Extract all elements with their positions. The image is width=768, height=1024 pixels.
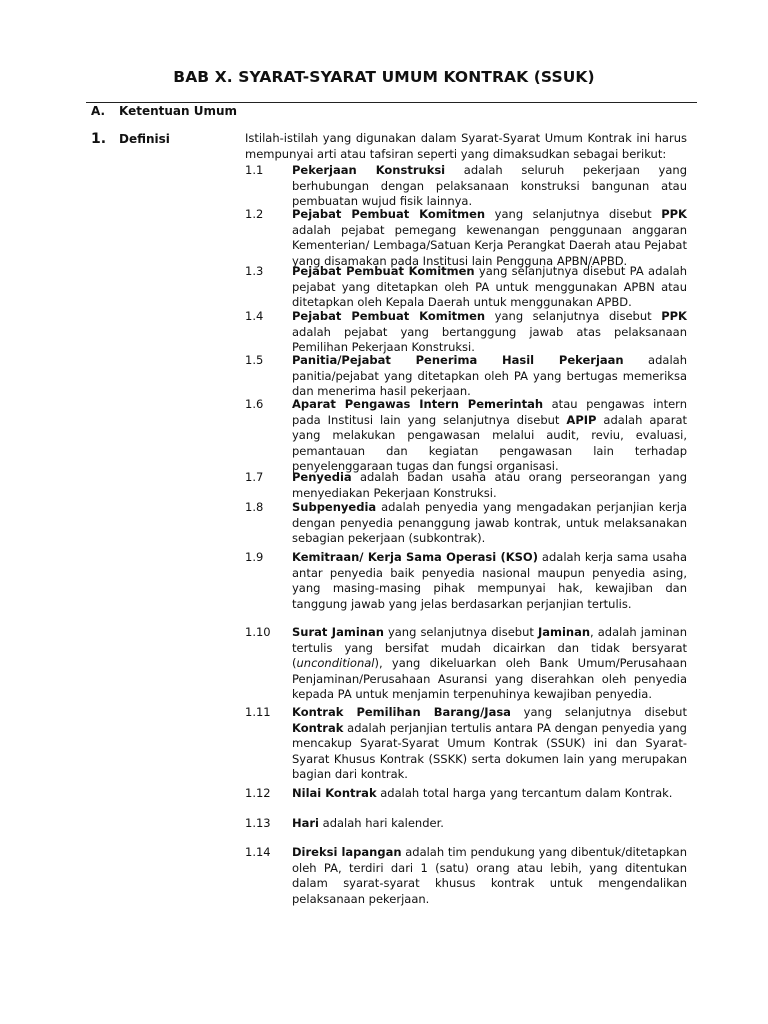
definition-number: 1.5	[245, 353, 264, 367]
definition-segment: adalah panitia/pejabat yang ditetapkan oleh PA yang bertugas memeriksa dan menerima hasil pekerjaan.	[292, 353, 687, 398]
defined-term: Pekerjaan Konstruksi	[292, 163, 446, 177]
definition-segment: yang selanjutnya disebut	[485, 207, 662, 221]
definition-text	[292, 705, 687, 783]
definition-text	[292, 309, 687, 356]
page-title: BAB X. SYARAT-SYARAT UMUM KONTRAK (SSUK)	[173, 68, 595, 86]
defined-term: PPK	[661, 207, 687, 221]
definition-item	[245, 207, 687, 269]
definition-segment: adalah hari kalender.	[319, 816, 444, 830]
definition-text	[292, 163, 687, 210]
definition-segment: adalah penyedia yang mengadakan perjanjian kerja dengan penyedia penanggung jawab kontrak, untuk melaksanakan sebagian pekerjaan (subkontrak).	[292, 500, 687, 545]
definition-segment: adalah kerja sama usaha antar penyedia baik penyedia nasional maupun penyedia asing, yang masing-masing pihak mempunyai hak, kewajiban dan tanggung jawab yang jelas berdasarkan perjanjian tertulis.	[292, 550, 687, 611]
defined-term: Kemitraan/ Kerja Sama Operasi (KSO)	[292, 550, 538, 564]
definition-number: 1.14	[245, 845, 271, 859]
definition-number: 1.11	[245, 705, 271, 719]
definition-item	[245, 786, 687, 802]
definition-text	[292, 397, 687, 475]
definition-item	[245, 397, 687, 475]
definition-number: 1.9	[245, 550, 264, 564]
definition-text	[292, 500, 687, 547]
defined-term: Pejabat Pembuat Komitmen	[292, 207, 486, 221]
defined-term: Panitia/Pejabat Penerima Hasil Pekerjaan	[292, 353, 624, 367]
definition-number: 1.12	[245, 786, 271, 800]
definition-segment: adalah badan usaha atau orang perseorangan yang menyediakan Pekerjaan Konstruksi.	[292, 470, 687, 500]
definition-segment: adalah pejabat yang bertanggung jawab atas pelaksanaan Pemilihan Pekerjaan Konstruksi.	[292, 324, 687, 354]
defined-term: Kontrak Pemilihan Barang/Jasa	[292, 705, 511, 719]
definition-segment: yang selanjutnya disebut	[383, 625, 538, 639]
definition-text	[292, 550, 687, 612]
definition-number: 1.7	[245, 470, 264, 484]
definition-segment: ), yang dikeluarkan oleh Bank Umum/Perusahaan Penjaminan/Perusahaan Asuransi yang diserahkan oleh penyedia kepada PA untuk menjamin terpenuhinya kewajiban penyedia.	[292, 656, 687, 701]
definition-item	[245, 845, 687, 907]
section-a-number: A.	[91, 104, 106, 118]
defined-term: Subpenyedia	[292, 500, 377, 514]
definition-item	[245, 550, 687, 612]
definition-item	[245, 816, 687, 832]
definition-item	[245, 625, 687, 703]
defined-term: Pejabat Pembuat Komitmen	[292, 309, 486, 323]
section-a-label: Ketentuan Umum	[119, 104, 238, 118]
definition-number: 1.2	[245, 207, 264, 221]
definition-number: 1.1	[245, 163, 264, 177]
definition-text	[292, 625, 687, 703]
definition-segment: adalah seluruh pekerjaan yang berhubungan dengan pelaksanaan konstruksi bangunan atau pembuatan wujud fisik lainnya.	[292, 163, 688, 208]
definition-text	[292, 264, 687, 311]
defined-term: Kontrak	[292, 720, 344, 735]
defined-term: Nilai Kontrak	[292, 786, 377, 800]
defined-term: PPK	[661, 309, 687, 323]
defined-term: APIP	[566, 412, 597, 427]
definition-number: 1.4	[245, 309, 264, 323]
defined-term: Surat Jaminan	[292, 625, 384, 639]
section-1-number: 1.	[91, 131, 107, 147]
definition-segment: yang selanjutnya disebut	[485, 309, 662, 323]
definition-item	[245, 470, 687, 501]
definitions-intro: Istilah-istilah yang digunakan dalam Syarat-Syarat Umum Kontrak ini harus mempunyai arti atau tafsiran seperti yang dimaksudkan sebagai berikut:	[245, 131, 687, 161]
definition-number: 1.8	[245, 500, 264, 514]
definition-segment: atau pengawas intern pada Institusi lain yang selanjutnya disebut	[292, 397, 687, 427]
definition-segment: adalah total harga yang tercantum dalam Kontrak.	[376, 786, 673, 800]
defined-term: Pejabat Pembuat Komitmen	[292, 264, 475, 278]
definition-segment: adalah aparat yang melakukan pengawasan melalui audit, reviu, evaluasi, pemantauan dan kegiatan pengawasan lain terhadap penyelenggaraan tugas dan fungsi organisasi.	[292, 412, 688, 473]
title-divider	[86, 102, 697, 103]
definition-item	[245, 163, 687, 210]
definition-segment: yang selanjutnya disebut	[510, 705, 687, 719]
definition-segment: adalah pejabat pemegang kewenangan penggunaan anggaran Kementerian/ Lembaga/Satuan Kerja Perangkat Daerah atau Pejabat yang disamakan pada Institusi lain Pengguna APBN/APBD.	[292, 222, 687, 268]
italic-term: unconditional	[296, 656, 375, 670]
definition-item	[245, 264, 687, 311]
definition-number: 1.6	[245, 397, 264, 411]
definition-text	[292, 845, 687, 907]
definition-text	[292, 207, 687, 269]
definition-item	[245, 705, 687, 783]
definition-text	[292, 786, 687, 802]
defined-term: Penyedia	[292, 470, 352, 484]
defined-term: Hari	[292, 816, 319, 830]
section-1-label: Definisi	[119, 132, 170, 146]
definition-item	[245, 309, 687, 356]
definition-segment: , adalah jaminan tertulis yang bersifat mudah dicairkan dan tidak bersyarat (	[292, 625, 687, 670]
definition-text	[292, 353, 687, 400]
definition-segment: adalah tim pendukung yang dibentuk/ditetapkan oleh PA, terdiri dari 1 (satu) orang atau lebih, yang ditentukan dalam syarat-syarat khusus kontrak untuk mengendalikan pelaksanaan pekerjaan.	[292, 845, 687, 906]
definition-segment: adalah perjanjian tertulis antara PA dengan penyedia yang mencakup Syarat-Syarat Umum Kontrak (SSUK) ini dan Syarat-Syarat Khusus Kontrak (SSKK) serta dokumen lain yang merupakan bagian dari kontrak.	[292, 720, 687, 781]
definition-segment: yang selanjutnya disebut PA adalah pejabat yang ditetapkan oleh PA untuk menggunakan APBN atau ditetapkan oleh Kepala Daerah untuk menggunakan APBD.	[292, 264, 687, 309]
definition-number: 1.3	[245, 264, 264, 278]
definition-text	[292, 470, 687, 501]
definition-number: 1.10	[245, 625, 271, 639]
definition-text	[292, 816, 687, 832]
definition-item	[245, 353, 687, 400]
defined-term: Jaminan	[537, 625, 591, 639]
defined-term: Direksi lapangan	[292, 845, 402, 859]
definition-number: 1.13	[245, 816, 271, 830]
definition-item	[245, 500, 687, 547]
defined-term: Aparat Pengawas Intern Pemerintah	[292, 397, 544, 411]
